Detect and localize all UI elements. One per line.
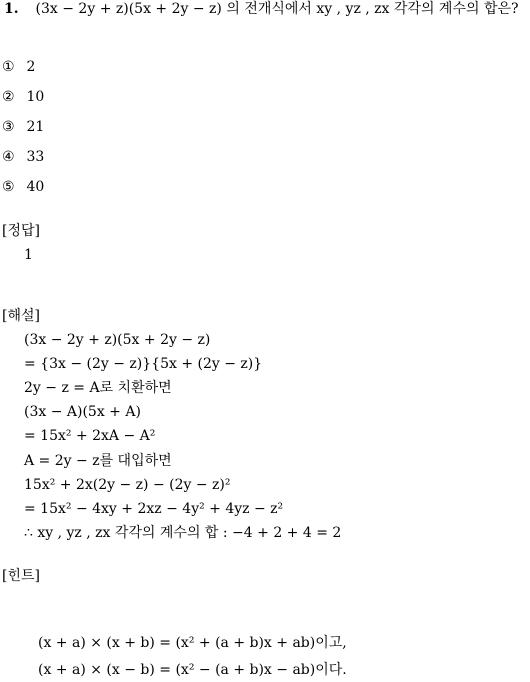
option-2[interactable] — [2, 88, 44, 106]
option-mark: ① — [2, 59, 15, 75]
explanation-line: ∴ xy , yz , zx 각각의 계수의 합 : −4 + 2 + 4 = 2 — [24, 525, 342, 541]
hint-line: (x + a) × (x + b) = (x² + (a + b)x + ab)이고, — [38, 635, 347, 651]
option-mark: ⑤ — [2, 179, 15, 195]
explanation-line: (3x − A)(5x + A) — [24, 404, 141, 420]
answer-value: 1 — [24, 247, 33, 263]
option-4[interactable] — [2, 148, 44, 166]
explanation-line: (3x − 2y + z)(5x + 2y − z) — [24, 332, 211, 348]
explanation-line: = 15x² + 2xA − A² — [24, 428, 156, 444]
option-mark: ④ — [2, 149, 15, 165]
option-value: 40 — [26, 179, 45, 195]
explanation-line: A = 2y − z를 대입하면 — [24, 453, 172, 469]
question-line — [4, 0, 519, 18]
option-1[interactable] — [2, 58, 35, 76]
option-value: 33 — [26, 149, 45, 165]
explanation-label: [해설] — [2, 308, 40, 324]
explanation-line: 15x² + 2x(2y − z) − (2y − z)² — [24, 477, 231, 493]
option-value: 10 — [26, 89, 45, 105]
option-5[interactable] — [2, 178, 44, 196]
question-number: 1. — [4, 1, 19, 17]
answer-label: [정답] — [2, 223, 40, 239]
option-3[interactable] — [2, 118, 44, 136]
explanation-line: = 15x² − 4xy + 2xz − 4y² + 4yz − z² — [24, 501, 284, 517]
option-value: 2 — [26, 59, 36, 75]
explanation-line: 2y − z = A로 치환하면 — [24, 380, 172, 396]
option-mark: ② — [2, 89, 15, 105]
option-value: 21 — [26, 119, 45, 135]
hint-label: [힌트] — [2, 568, 40, 584]
question-text: (3x − 2y + z)(5x + 2y − z) 의 전개식에서 xy , yz , zx 각각의 계수의 합은? — [35, 1, 519, 17]
explanation-line: = {3x − (2y − z)}{5x + (2y − z)} — [24, 356, 263, 372]
hint-line: (x + a) × (x − b) = (x² − (a + b)x − ab)이다. — [38, 662, 347, 678]
option-mark: ③ — [2, 119, 15, 135]
